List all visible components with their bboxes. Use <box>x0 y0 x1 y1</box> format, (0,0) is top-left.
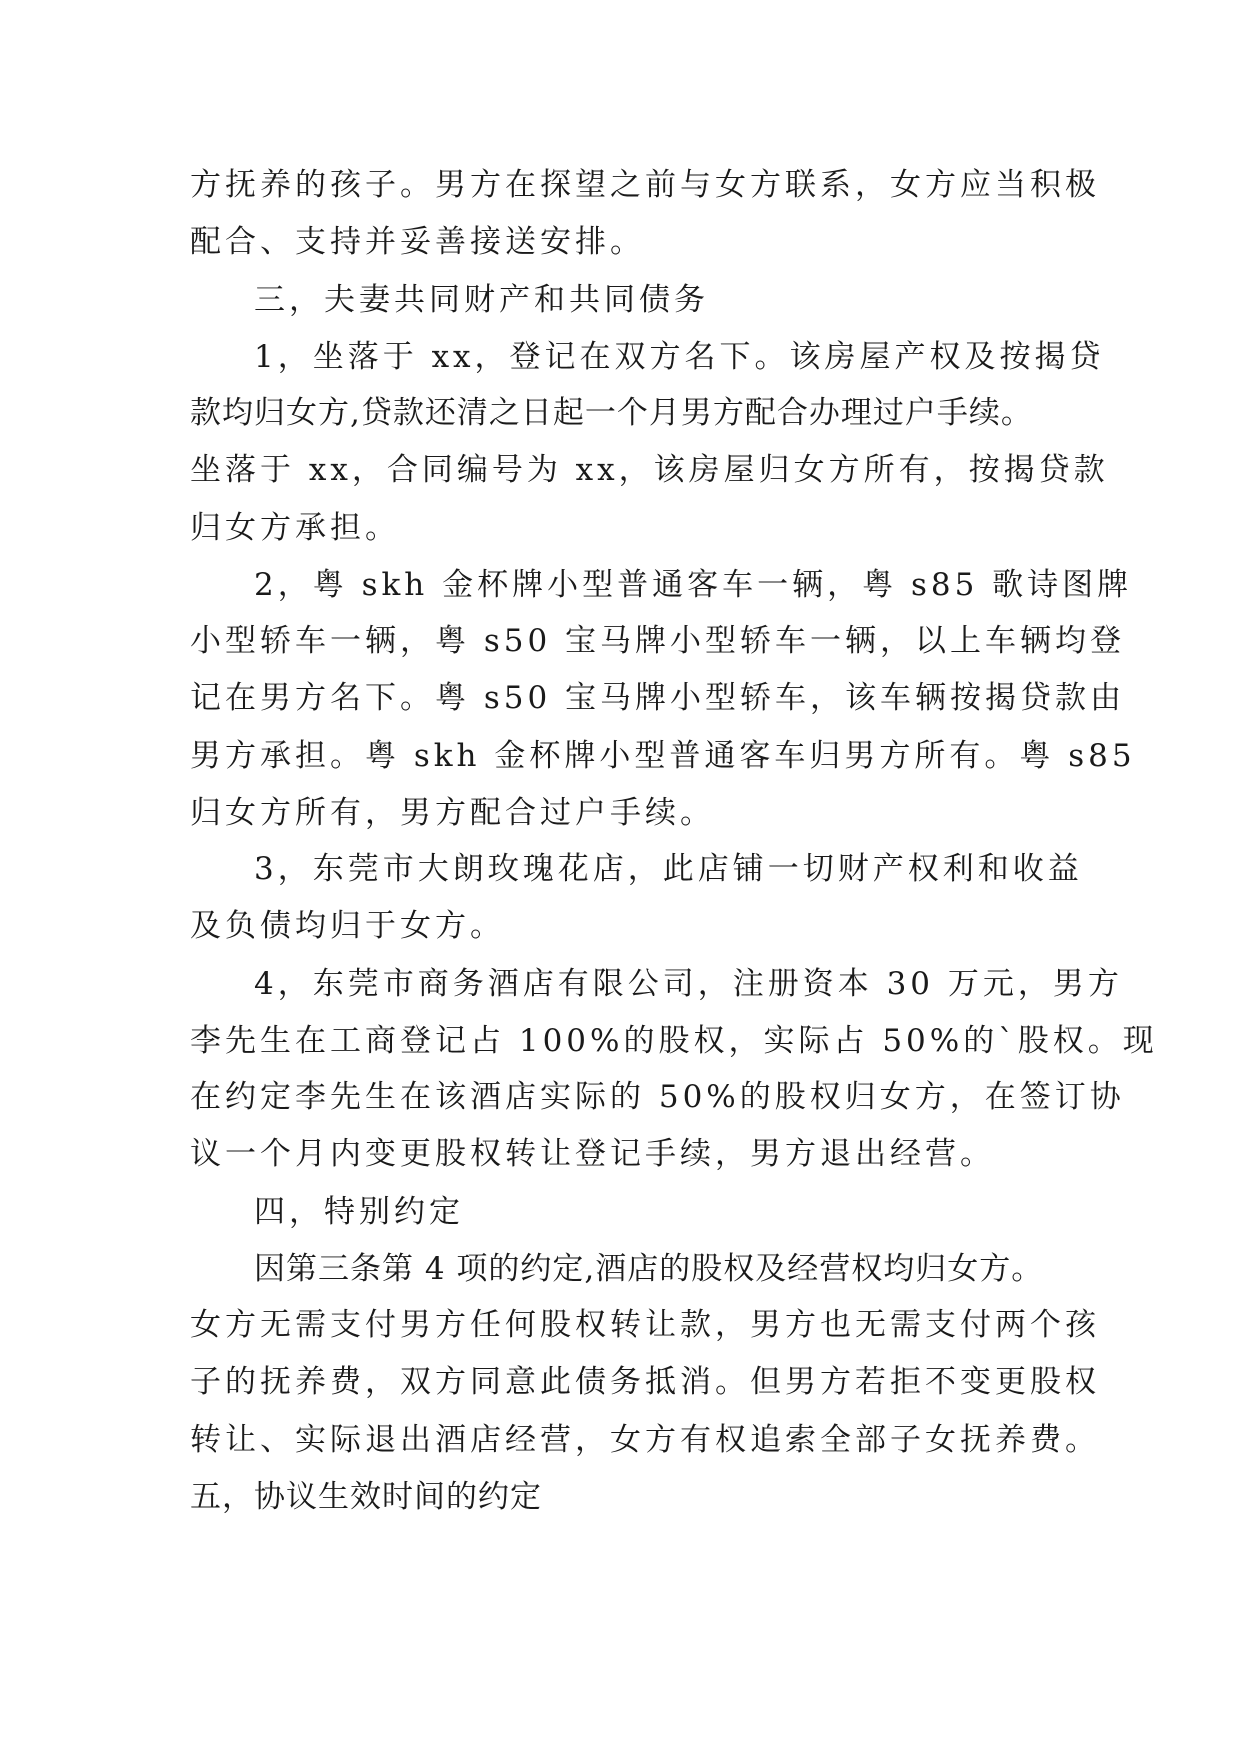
paragraph-line: 1，坐落于 xx，登记在双方名下。该房屋产权及按揭贷 <box>254 339 1105 375</box>
paragraph-line: 方抚养的孩子。男方在探望之前与女方联系，女方应当积极 <box>190 167 1100 203</box>
paragraph-line: 款均归女方,贷款还清之日起一个月男方配合办理过户手续。 <box>190 395 1033 431</box>
paragraph-line: 女方无需支付男方任何股权转让款，男方也无需支付两个孩 <box>190 1307 1100 1343</box>
paragraph-line: 配合、支持并妥善接送安排。 <box>190 224 645 260</box>
paragraph-line: 归女方所有，男方配合过户手续。 <box>190 795 715 831</box>
paragraph-line: 议一个月内变更股权转让登记手续，男方退出经营。 <box>190 1136 995 1172</box>
paragraph-line: 在约定李先生在该酒店实际的 50%的股权归女方，在签订协 <box>190 1079 1125 1115</box>
section-heading: 五，协议生效时间的约定 <box>190 1479 542 1515</box>
paragraph-line: 归女方承担。 <box>190 510 400 546</box>
paragraph-line: 男方承担。粤 skh 金杯牌小型普通客车归男方所有。粤 s85 <box>190 738 1136 774</box>
paragraph-line: 因第三条第 4 项的约定,酒店的股权及经营权均归女方。 <box>254 1251 1044 1287</box>
paragraph-line: 转让、实际退出酒店经营，女方有权追索全部子女抚养费。 <box>190 1422 1100 1458</box>
section-heading: 三，夫妻共同财产和共同债务 <box>254 282 709 318</box>
paragraph-line: 4，东莞市商务酒店有限公司，注册资本 30 万元，男方 <box>254 966 1123 1002</box>
paragraph-line: 及负债均归于女方。 <box>190 908 505 944</box>
section-heading: 四，特别约定 <box>254 1194 464 1230</box>
paragraph-line: 3，东莞市大朗玫瑰花店，此店铺一切财产权利和收益 <box>254 851 1083 887</box>
paragraph-line: 2，粤 skh 金杯牌小型普通客车一辆，粤 s85 歌诗图牌 <box>254 567 1133 603</box>
paragraph-line: 李先生在工商登记占 100%的股权，实际占 50%的`股权。现 <box>190 1023 1158 1059</box>
paragraph-line: 记在男方名下。粤 s50 宝马牌小型轿车，该车辆按揭贷款由 <box>190 680 1126 716</box>
paragraph-line: 小型轿车一辆，粤 s50 宝马牌小型轿车一辆，以上车辆均登 <box>190 623 1126 659</box>
paragraph-line: 子的抚养费，双方同意此债务抵消。但男方若拒不变更股权 <box>190 1364 1100 1400</box>
paragraph-line: 坐落于 xx，合同编号为 xx，该房屋归女方所有，按揭贷款 <box>190 452 1109 488</box>
